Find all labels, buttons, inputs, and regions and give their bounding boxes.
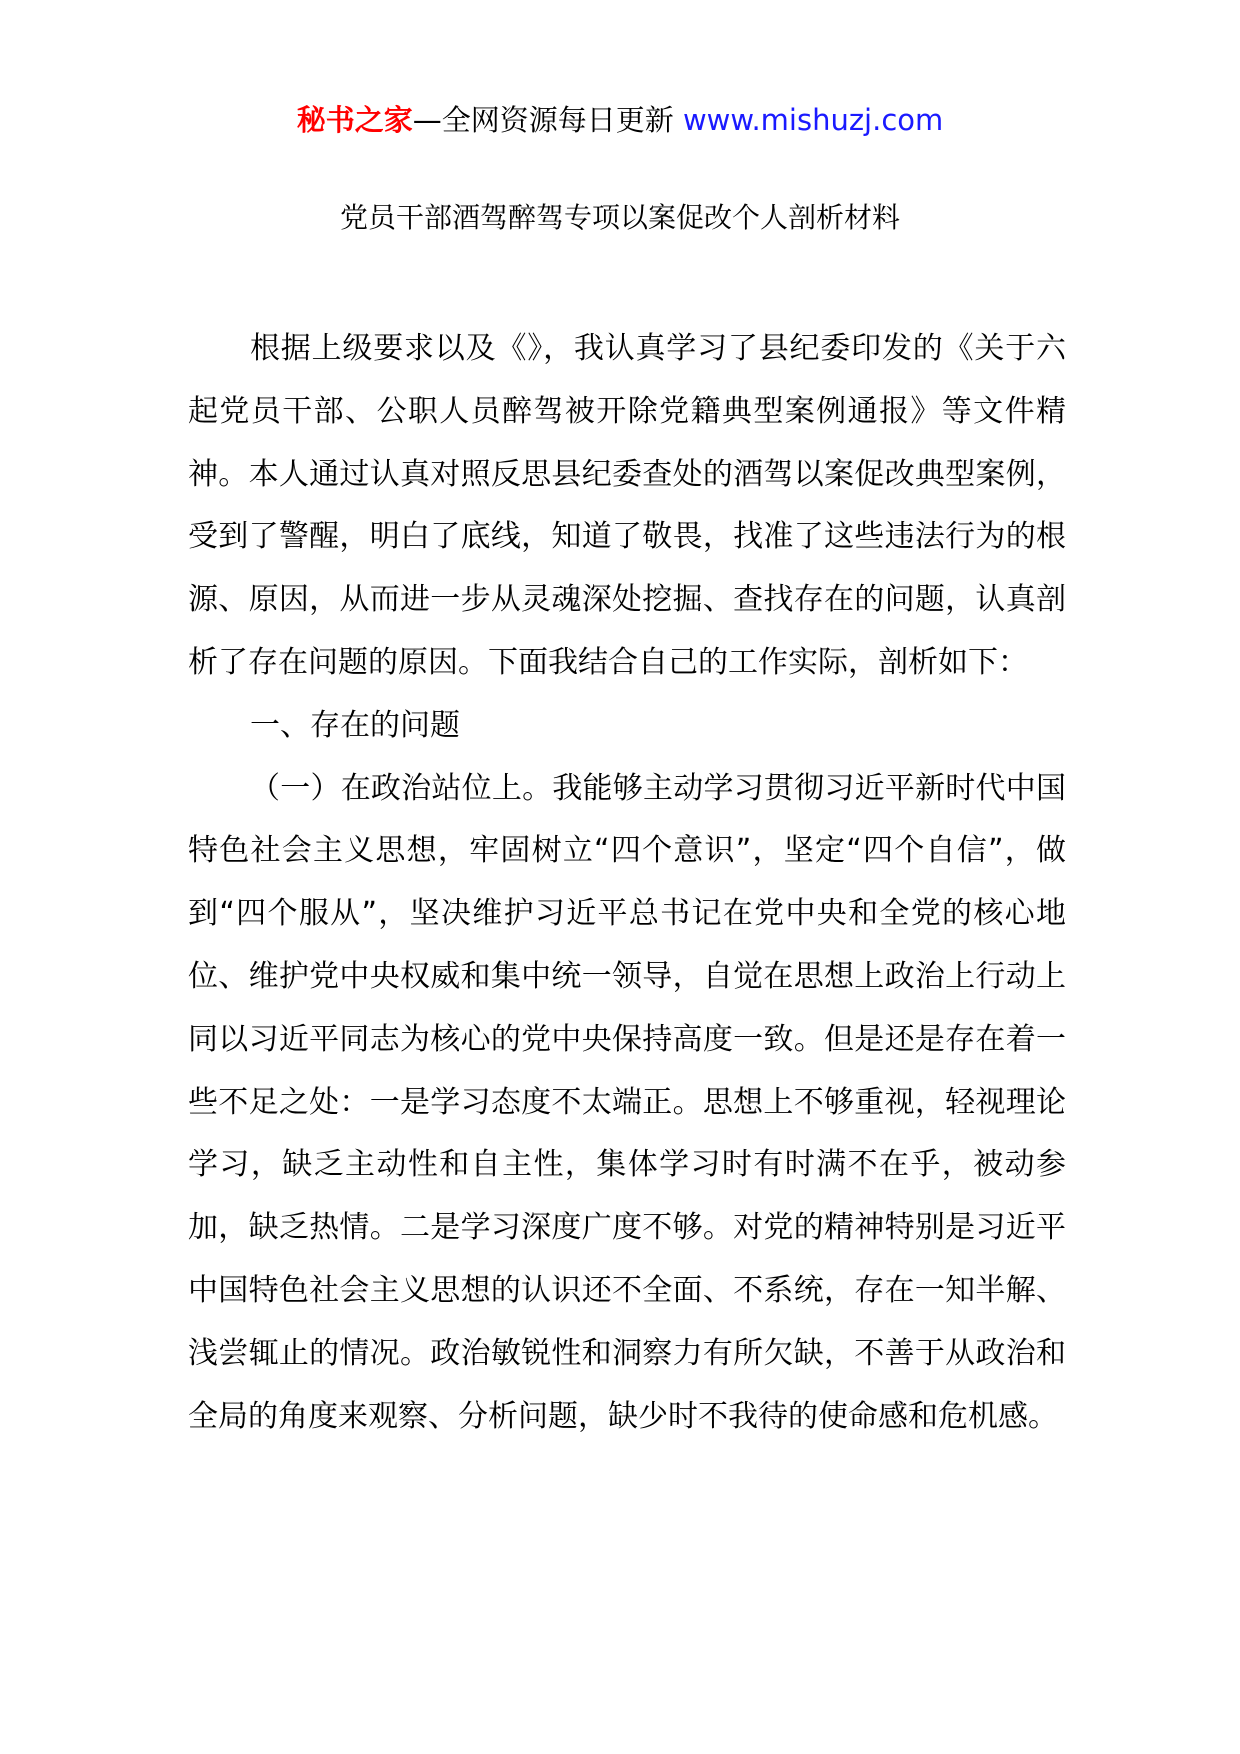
brand-name: 秘书之家 xyxy=(296,103,413,137)
section-heading: 一、存在的问题 xyxy=(250,707,460,743)
site-header xyxy=(0,100,1240,140)
site-url-link[interactable]: www.mishuzj.com xyxy=(682,103,944,137)
intro-paragraph: 根据上级要求以及《》，我认真学习了县纪委印发的《关于六起党员干部、公职人员醉驾被开除党籍典型案例通报》等文件精神。本人通过认真对照反思县纪委查处的酒驾以案促改典型案例，受到了警醒，明白了底线，知道了敬畏，找准了这些违法行为的根源、原因，从而进一步从灵魂深处挖掘、查找存在的问题，认真剖析了存在问题的原因。下面我结合自己的工作实际，剖析如下： xyxy=(188,331,1066,680)
document-body xyxy=(188,318,1066,1448)
section-paragraph: （一）在政治站位上。我能够主动学习贯彻习近平新时代中国特色社会主义思想，牢固树立“四个意识”，坚定“四个自信”，做到“四个服从”，坚决维护习近平总书记在党中央和全党的核心地位、维护党中央权威和集中统一领导，自觉在思想上政治上行动上同以习近平同志为核心的党中央保持高度一致。但是还是存在着一些不足之处：一是学习态度不太端正。思想上不够重视，轻视理论学习，缺乏主动性和自主性，集体学习时有时满不在乎，被动参加，缺乏热情。二是学习深度广度不够。对党的精神特别是习近平中国特色社会主义思想的认识还不全面、不系统，存在一知半解、浅尝辄止的情况。政治敏锐性和洞察力有所欠缺，不善于从政治和全局的角度来观察、分析问题，缺少时不我待的使命感和危机感。 xyxy=(188,770,1066,1434)
header-tagline: —全网资源每日更新 xyxy=(412,103,683,137)
document-title: 党员干部酒驾醉驾专项以案促改个人剖析材料 xyxy=(339,201,900,234)
